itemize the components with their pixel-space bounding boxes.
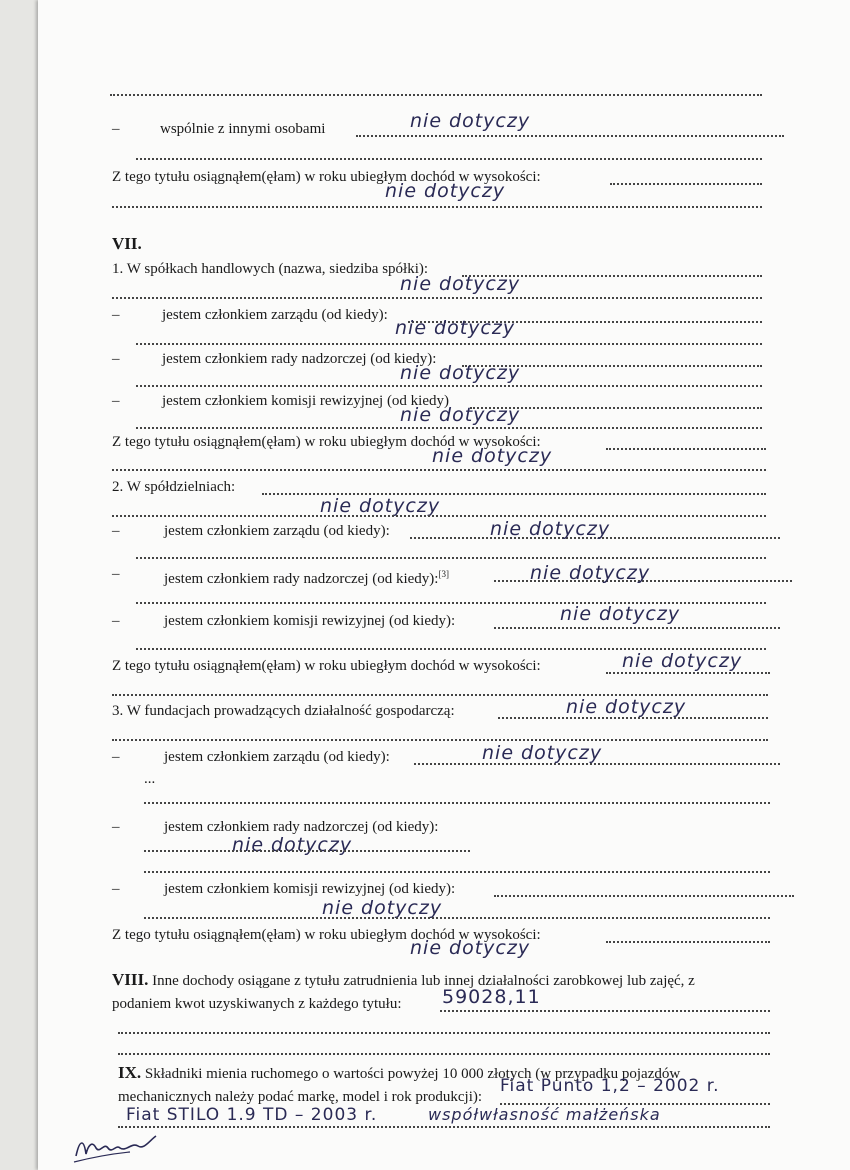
dash: – — [112, 819, 120, 835]
board-member-label: jestem członkiem zarządu (od kiedy): — [162, 307, 388, 323]
dotted-line — [112, 739, 768, 741]
dash: – — [112, 613, 120, 629]
income-label: Z tego tytułu osiągnąłem(ęłam) w roku ubiegłym dochód w wysokości: — [112, 658, 541, 674]
dotted-line — [494, 895, 794, 897]
dotted-line — [606, 448, 766, 450]
audit-committee-label: jestem członkiem komisji rewizyjnej (od kiedy): — [164, 613, 456, 629]
handwritten-not-applicable: nie dotyczy — [560, 603, 681, 625]
section-heading-viii: VIII. — [112, 970, 149, 989]
handwritten-income-amount: 59028,11 — [442, 986, 541, 1008]
section-viii-text2: podaniem kwot uzyskiwanych z każdego tytułu: — [112, 996, 402, 1012]
cooperatives-label: 2. W spółdzielniach: — [112, 479, 236, 495]
footnote-ref: [3] — [438, 569, 449, 579]
dotted-line — [440, 1010, 770, 1012]
dotted-line — [606, 672, 770, 674]
foundations-label: 3. W fundacjach prowadzących działalność gospodarczą: — [112, 703, 455, 719]
supervisory-board-label: jestem członkiem rady nadzorczej (od kiedy): — [164, 819, 439, 835]
ellipsis: ... — [144, 771, 156, 787]
income-label: Z tego tytułu osiągnąłem(ęłam) w roku ubiegłym dochód w wysokości: — [112, 434, 541, 450]
board-member-label: jestem członkiem zarządu (od kiedy): — [164, 523, 390, 539]
section-viii-text: VIII. Inne dochody osiągane z tytułu zatrudnienia lub innej działalności zarobkowej lub zajęć, z — [112, 970, 695, 989]
dotted-line — [356, 135, 784, 137]
handwritten-not-applicable: nie dotyczy — [410, 110, 531, 132]
dotted-line — [118, 1032, 770, 1034]
handwritten-vehicle-1: Fiat Punto 1,2 – 2002 r. — [500, 1076, 720, 1096]
dash: – — [112, 523, 120, 539]
dotted-line — [112, 206, 762, 208]
dotted-line — [136, 385, 762, 387]
section-heading-vii: VII. — [112, 234, 142, 253]
dash: – — [112, 393, 120, 409]
signature-scribble — [70, 1118, 160, 1168]
income-label: Z tego tytułu osiągnąłem(ęłam) w roku ubiegłym dochód w wysokości: — [112, 169, 541, 185]
audit-committee-label: jestem członkiem komisji rewizyjnej (od kiedy) — [162, 393, 450, 409]
handwritten-not-applicable: nie dotyczy — [410, 937, 531, 959]
section-heading-ix: IX. — [118, 1063, 142, 1082]
dotted-line — [136, 427, 762, 429]
dash: – — [112, 566, 120, 582]
supervisory-board-label: jestem członkiem rady nadzorczej (od kiedy): — [162, 351, 437, 367]
dash: – — [112, 749, 120, 765]
handwritten-not-applicable: nie dotyczy — [395, 317, 516, 339]
dotted-line — [118, 1126, 770, 1128]
handwritten-not-applicable: nie dotyczy — [490, 518, 611, 540]
dash: – — [112, 351, 120, 367]
dotted-line — [112, 469, 766, 471]
dotted-line — [144, 850, 470, 852]
audit-committee-label: jestem członkiem komisji rewizyjnej (od kiedy): — [164, 881, 456, 897]
handwritten-vehicle-2: Fiat STILO 1.9 TD – 2003 r. — [126, 1105, 378, 1125]
handwritten-not-applicable: nie dotyczy — [400, 362, 521, 384]
dotted-line — [136, 343, 762, 345]
supervisory-board-label: jestem członkiem rady nadzorczej (od kiedy):[3] — [164, 569, 449, 587]
board-member-label: jestem członkiem zarządu (od kiedy): — [164, 749, 390, 765]
handwritten-not-applicable: nie dotyczy — [322, 897, 443, 919]
dotted-line — [136, 158, 762, 160]
income-label: Z tego tytułu osiągnąłem(ęłam) w roku ubiegłym dochód w wysokości: — [112, 927, 541, 943]
dotted-line — [610, 183, 762, 185]
handwritten-not-applicable: nie dotyczy — [566, 696, 687, 718]
dotted-line — [112, 515, 766, 517]
handwritten-not-applicable: nie dotyczy — [432, 445, 553, 467]
dash: – — [112, 307, 120, 323]
section-ix-text2: mechanicznych należy podać markę, model i rok produkcji): — [118, 1089, 483, 1105]
handwritten-ownership: współwłasność małżeńska — [428, 1105, 661, 1124]
dotted-line — [494, 627, 780, 629]
dotted-line — [136, 557, 766, 559]
dotted-line — [144, 871, 770, 873]
dotted-line — [144, 917, 770, 919]
dash: – — [112, 121, 120, 137]
dotted-line — [144, 802, 770, 804]
commercial-companies-label: 1. W spółkach handlowych (nazwa, siedziba spółki): — [112, 261, 429, 277]
dotted-line — [110, 94, 762, 96]
handwritten-not-applicable: nie dotyczy — [385, 180, 506, 202]
jointly-label: wspólnie z innymi osobami — [160, 121, 326, 137]
handwritten-not-applicable: nie dotyczy — [482, 742, 603, 764]
dotted-line — [606, 941, 770, 943]
handwritten-not-applicable: nie dotyczy — [530, 562, 651, 584]
section-ix-text: IX. Składniki mienia ruchomego o wartości powyżej 10 000 złotych (w przypadku pojazdów — [118, 1063, 681, 1082]
handwritten-not-applicable: nie dotyczy — [400, 404, 521, 426]
dotted-line — [118, 1053, 770, 1055]
handwritten-not-applicable: nie dotyczy — [320, 495, 441, 517]
handwritten-not-applicable: nie dotyczy — [400, 273, 521, 295]
page-edge — [0, 0, 38, 1170]
dash: – — [112, 881, 120, 897]
handwritten-not-applicable: nie dotyczy — [232, 834, 353, 856]
handwritten-not-applicable: nie dotyczy — [622, 650, 743, 672]
dotted-line — [112, 297, 762, 299]
